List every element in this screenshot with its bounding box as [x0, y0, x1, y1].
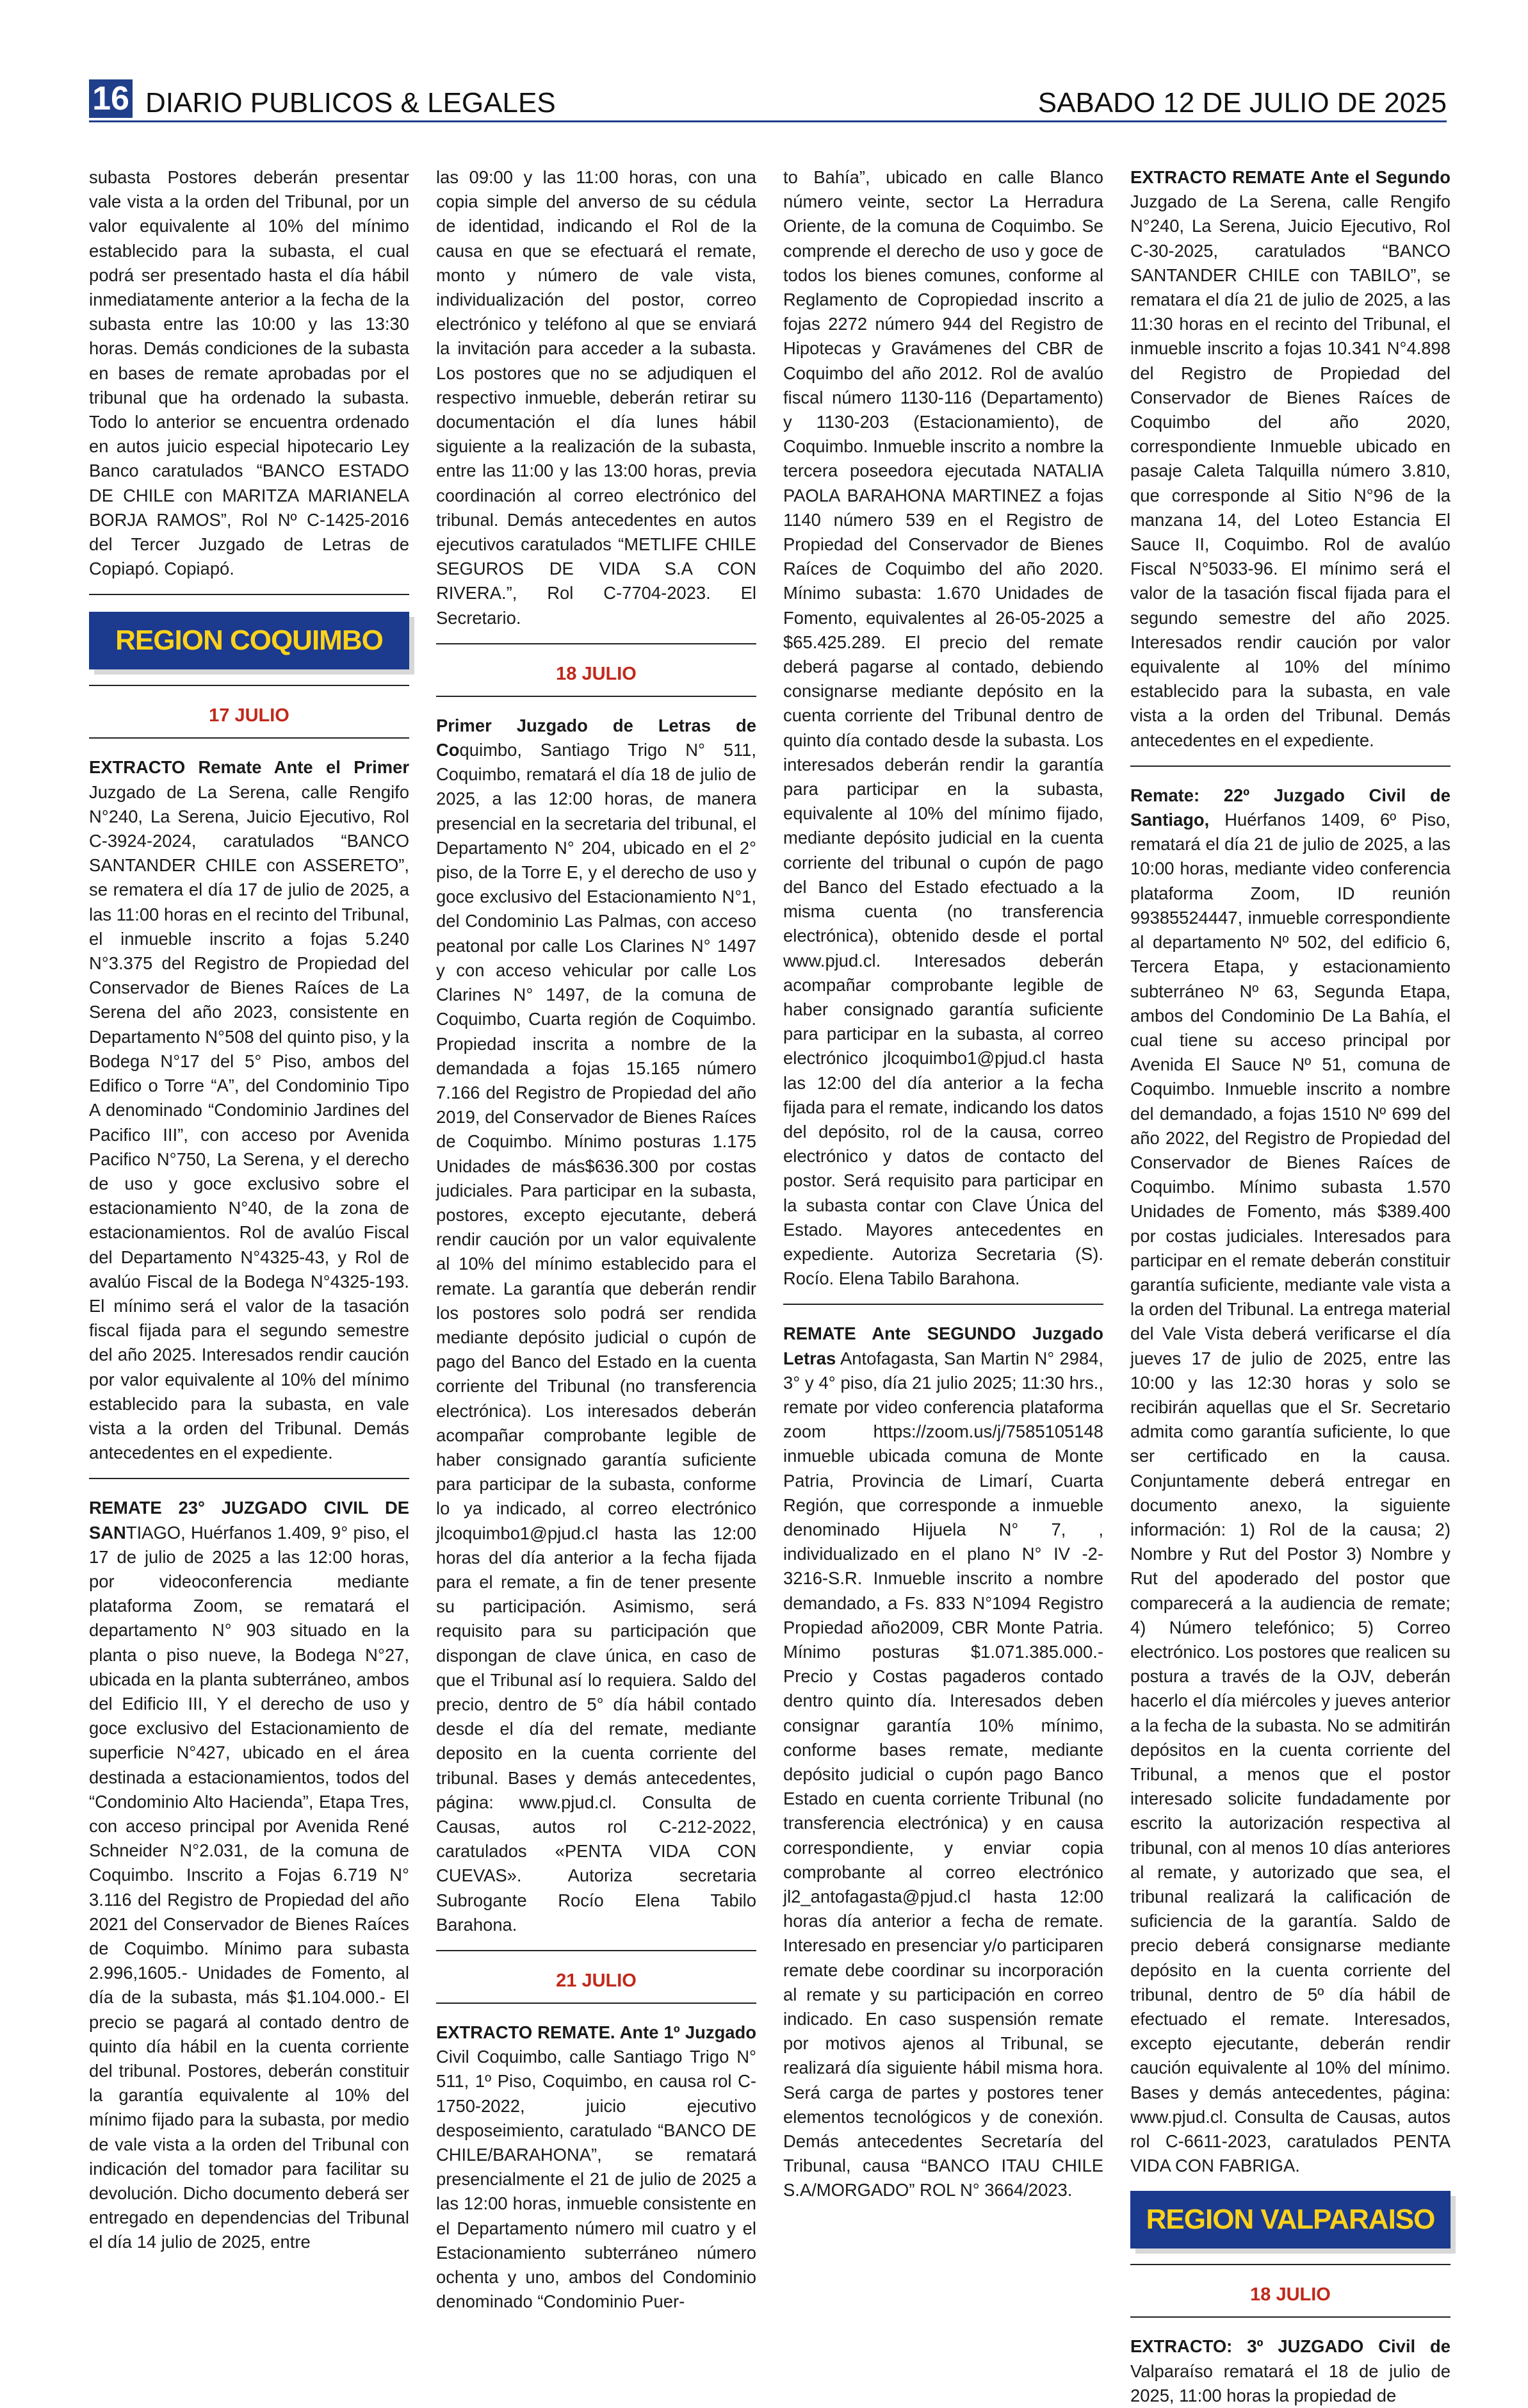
notice-body: Juzgado de La Serena, calle Rengifo N°240, La Serena, Juicio Ejecutivo, Rol C-3924-2024, caratulados “BANCO SANTANDER CHILE con ASSERETO”, se rematera el día 17 de julio de 2025, a las 11:00 horas en el recinto del Tribunal, el inmueble inscrito a fojas 5.240 N°3.375 del Registro de Propiedad del Conservador de Bienes Raíces de La Serena del año 2023, consistente en Departamento N°508 del quinto piso, y la Bodega N°17 del 5° Piso, ambos del Edifico o Torre “A”, del Condominio Tipo A denominado “Condominio Jardines del Pacifico III”, con acceso por Avenida Pacifico N°750, La Serena, y el derecho de uso y goce exclusivo sobre el estacionamiento N°40, de la zona de estacionamientos. Rol de avalúo Fiscal del Departamento N°4325-43, y Rol de avalúo Fiscal de la Bodega N°4325-193. El mínimo será el valor de la tasación fiscal fijada para el segundo semestre del año 2025. Interesados rendir caución por valor equivalente al 10% del mínimo establecido para la subasta, en vale vista a la orden del Tribunal. Demás antecedentes en el expediente.: [89, 782, 409, 1463]
notice: subasta Postores deberán presentar vale vista a la orden del Tribunal, por un valor equivalente al 10% del mínimo establecido para la subasta, el cual podrá ser presentado hasta el día hábil inmediatamente anterior a la fecha de la subasta entre las 10:00 y las 13:30 horas. Demás condiciones de la subasta en bases de remate aprobadas por el tribunal que ha ordenado la subasta. Todo lo anterior se encuentra ordenado en autos juicio especial hipotecario Ley Banco caratulados “BANCO ESTADO DE CHILE con MARITZA MARIANELA BORJA RAMOS”, Rol Nº C-1425-2016 del Tercer Juzgado de Letras de Copiapó. Copiapó.: [89, 167, 409, 579]
notice-lead: EXTRACTO REMATE Ante el Segundo: [1130, 167, 1451, 187]
divider: [436, 696, 756, 697]
notice-lead: Remate: 22º Juzgado Civil de Santiago,: [1130, 785, 1451, 830]
notice: [89, 1496, 409, 2254]
notice: las 09:00 y las 11:00 horas, con una copia simple del anverso de su cédula de identidad, indicando el Rol de la causa en que se efectuará el remate, monto y número de vale vista, individualización del postor, correo electrónico y teléfono al que se enviará la invitación para acceder a la subasta. Los postores que no se adjudiquen el respectivo inmueble, deberán retirar su documentación el día lunes hábil siguiente a la realización de la subasta, entre las 11:00 y las 13:00 horas, previa coordinación al correo electrónico del tribunal. Demás antecedentes en autos ejecutivos caratulados “METLIFE CHILE SEGUROS DE VIDA S.A CON RIVERA.”, Rol C-7704-2023. El Secretario.: [436, 167, 756, 628]
notice: [1130, 783, 1451, 2179]
date-heading: 18 JULIO: [1250, 2284, 1331, 2306]
notice: to Bahía”, ubicado en calle Blanco número veinte, sector La Herradura Oriente, de la comuna de Coquimbo. Se comprende el derecho de uso y goce de todos los bienes comunes, conforme al Reglamento de Copropiedad inscrito a fojas 2272 número 944 del Registro de Hipotecas y Gravámenes del CBR de Coquimbo del año 2012. Rol de avalúo fiscal número 1130-116 (Departamento) y 1130-203 (Estacionamiento), de Coquimbo. Inmueble inscrito a nombre la tercera poseedora ejecutada NATALIA PAOLA BARAHONA MARTINEZ a fojas 1140 número 539 en el Registro de Propiedad del Conservador de Bienes Raíces de Coquimbo del año 2020. Mínimo subasta: 1.670 Unidades de Fomento, equivalentes al 26-05-2025 a $65.425.289. El precio del remate deberá pagarse al contado, debiendo consignarse mediante depósito en la cuenta corriente del Tribunal dentro de quinto día contado desde la subasta. Los interesados deberán rendir la garantía para participar en la subasta, equivalente al 10% del mínimo fijado, mediante depósito judicial en la cuenta corriente del tribunal o cupón de pago del Banco del Estado efectuado a la misma cuenta (no transferencia electrónica), obtenido desde el portal www.pjud.cl. Interesados deberán acompañar comprobante legible de haber consignado garantía suficiente para participar en la subasta, al correo electrónico jlcoquimbo1@pjud.cl hasta las 12:00 del día anterior a la fecha fijada para el remate, indicando los datos del depósito, rol de la causa, correo electrónico y datos de contacto del postor. Será requisito para participar en la subasta contar con Clave Única del Estado. Mayores antecedentes en expediente. Autoriza Secretaria (S). Rocío. Elena Tabilo Barahona.: [783, 167, 1103, 1289]
notice-lead: Primer Juzgado de Letras de Co: [436, 715, 756, 760]
divider: [436, 643, 756, 644]
publication-name: DIARIO PUBLICOS & LEGALES: [145, 87, 556, 119]
publication-date: SABADO 12 DE JULIO DE 2025: [1037, 87, 1447, 119]
notice: [783, 1322, 1103, 2202]
region-banner-valparaiso: REGION VALPARAISO: [1130, 2191, 1451, 2248]
divider: [89, 594, 409, 595]
date-heading: 21 JULIO: [556, 1970, 637, 1992]
notice: [1130, 2334, 1451, 2408]
divider: [89, 685, 409, 686]
notice-body: TIAGO, Huérfanos 1.409, 9° piso, el 17 de julio de 2025 a las 12:00 horas, por videoconferencia mediante plataforma Zoom, se rematará el departamento N° 903 situado en la planta o piso nueve, la Bodega N°27, ubicada en la planta subterráneo, ambos del Edificio III, Y el derecho de uso y goce exclusivo del Estacionamiento de superficie N°427, ubicado en el área destinada a estacionamientos, todos del “Condominio Alto Hacienda”, Etapa Tres, con acceso principal por Avenida René Schneider N°2.031, de la comuna de Coquimbo. Inscrito a Fojas 6.719 N° 3.116 del Registro de Propiedad del año 2021 del Conservador de Bienes Raíces de Coquimbo. Mínimo para subasta 2.996,1605.- Unidades de Fomento, al día de la subasta, más $1.104.000.- El precio se pagará al contado dentro de quinto día hábil en la cuenta corriente del tribunal. Postores, deberán constituir la garantía equivalente al 10% del mínimo fijado para la subasta, por medio de vale vista a la orden del Tribunal con indicación del tomador para facilitar su devolución. Dicho documento deberá ser entregado en dependencias del Tribunal el día 14 julio de 2025, entre: [89, 1522, 409, 2252]
notice-lead: REMATE 23° JUZGADO CIVIL DE SAN: [89, 1498, 409, 1543]
notice-body: Huérfanos 1409, 6º Piso, rematará el día 21 de julio de 2025, a las 10:00 horas, mediante video conferencia plataforma Zoom, ID reunión 99385524447, inmueble correspondiente al departamento Nº 502, del edificio 6, Tercera Etapa, y estacionamiento subterráneo Nº 63, Segunda Etapa, ambos del Condominio De La Bahía, el cual tiene su acceso principal por Avenida El Sauce Nº 51, comuna de Coquimbo. Inmueble inscrito a nombre del demandado, a fojas 1510 Nº 699 del año 2022, del Registro de Propiedad del Conservador de Bienes Raíces de Coquimbo. Mínimo subasta 1.570 Unidades de Fomento, más $389.400 por costas judiciales. Interesados para participar en el remate deberán constituir garantía suficiente, mediante vale vista a la orden del Tribunal. La entrega material del Vale Vista deberá verificarse el día jueves 17 de julio de 2025, entre las 10:00 y las 12:30 horas y solo se recibirán aquellas que el Sr. Secretario admita como garantía suficiente, lo que ser certificado en la causa. Conjuntamente deberá entregar en documento anexo, la siguiente información: 1) Rol de la causa; 2) Nombre y Rut del Postor 3) Nombre y Rut del apoderado del postor que comparecerá a la audiencia de remate; 4) Número telefónico; 5) Correo electrónico. Los postores que realicen su postura a través de la OJV, deberán hacerlo el día miércoles y jueves anterior a la fecha de la subasta. No se admitirán depósitos en la cuenta corriente del Tribunal, a menos que el postor interesado solicite fundadamente por escrito la autorización respectiva al tribunal, con al menos 10 días anteriores al remate, y autorizado que sea, el tribunal realizará la calificación de suficiencia de la garantía. Saldo de precio deberá consignarse mediante depósito en la cuenta corriente del tribunal, dentro de 5º día hábil de efectuado el remate. Interesados, excepto ejecutante, deberán rendir caución equivalente al 10% del mínimo. Bases y demás antecedentes, página: www.pjud.cl. Consulta de Causas, autos rol C-6611-2023, caratulados PENTA VIDA CON FABRIGA.: [1130, 810, 1451, 2176]
notice-body: Antofagasta, San Martin N° 2984, 3° y 4° piso, día 21 julio 2025; 11:30 hrs., remate por video conferencia plataforma zoom https://zoom.us/j/7585105148 inmueble ubicada comuna de Monte Patria, Provincia de Limarí, Cuarta Región, que corresponde a inmueble denominado Hijuela N° 7, , individualizado en el plano N° IV -2-3216-S.R. Inmueble inscrito a nombre demandado, a Fs. 833 N°1094 Registro Propiedad año2009, CBR Monte Patria. Mínimo posturas $1.071.385.000.- Precio y Costas pagaderos contado dentro quinto día. Interesados deben consignar garantía 10% mínimo, conforme bases remate, mediante depósito judicial o cupón pago Banco Estado en cuenta corriente Tribunal (no transferencia electrónica) y en causa correspondiente, y enviar copia comprobante al correo electrónico jl2_antofagasta@pjud.cl hasta 12:00 horas día anterior a fecha de remate. Interesado en presenciar y/o participaren remate debe coordinar su incorporación al remate y su participación en correo indicado. En caso suspensión remate por motivos ajenos al Tribunal, se realizará día siguiente hábil misma hora. Será carga de partes y postores tener elementos tecnológicos y de conexión. Demás antecedentes Secretaría del Tribunal, causa “BANCO ITAU CHILE S.A/MORGADO” ROL N° 3664/2023.: [783, 1348, 1103, 2200]
page-header: [89, 80, 1447, 119]
notice: [89, 755, 409, 1465]
notice: [436, 2020, 756, 2314]
notice-body: Civil Coquimbo, calle Santiago Trigo N° 511, 1º Piso, Coquimbo, en causa rol C-1750-2022, juicio ejecutivo desposeimiento, caratulado “BANCO DE CHILE/BARAHONA”, se rematará presencialmente el 21 de julio de 2025 a las 12:00 horas, inmueble consistente en el Departamento número mil cuatro y el Estacionamiento subterráneo número ochenta y uno, ambos del Condominio denominado “Condominio Puer-: [436, 2047, 756, 2312]
divider: [1130, 2316, 1451, 2318]
region-banner-coquimbo: REGION COQUIMBO: [89, 612, 409, 669]
divider: [436, 1950, 756, 1951]
column-2: [436, 165, 756, 2312]
notice-lead: REMATE Ante SEGUNDO Juzgado Letras: [783, 1323, 1103, 1368]
notice-lead: EXTRACTO: 3º JUZGADO Civil de: [1130, 2336, 1451, 2357]
divider: [436, 2003, 756, 2004]
notice-body: Juzgado de La Serena, calle Rengifo N°240, La Serena, Juicio Ejecutivo, Rol C-30-2025, caratulados “BANCO SANTANDER CHILE con TABILO”, se rematara el día 21 de julio de 2025, a las 11:30 horas en el recinto del Tribunal, el inmueble inscrito a fojas 10.341 N°4.898 del Registro de Propiedad del Conservador de Bienes Raíces de Coquimbo del año 2020, correspondiente Inmueble ubicado en pasaje Caleta Talquilla número 3.810, que corresponde al Sitio N°96 de la manzana 14, del Loteo Estancia El Sauce II, Coquimbo. Rol de avalúo Fiscal N°5033-96. El mínimo será el valor de la tasación fiscal fijada para el segundo semestre del año 2025. Interesados rendir caución por valor equivalente al 10% del mínimo establecido para la subasta, en vale vista a la orden del Tribunal. Demás antecedentes en el expediente.: [1130, 192, 1451, 750]
notice: [436, 714, 756, 1937]
column-1: [89, 165, 409, 2252]
column-3: [783, 165, 1103, 2234]
divider: [89, 1478, 409, 1479]
date-heading: 18 JULIO: [556, 663, 637, 684]
divider: [89, 737, 409, 739]
notice: [1130, 165, 1451, 753]
notice-lead: EXTRACTO Remate Ante el Primer: [89, 757, 409, 778]
header-divider: [89, 120, 1447, 122]
notice-body: quimbo, Santiago Trigo N° 511, Coquimbo, rematará el día 18 de julio de 2025, a las 12:00 horas, de manera presencial en la secretaria del tribunal, el Departamento N° 204, ubicado en el 2° piso, de la Torre E, y el derecho de uso y goce exclusivo del Estacionamiento N°1, del Condominio Las Palmas, con acceso peatonal por calle Los Clarines N° 1497 y con acceso vehicular por calle Los Clarines N° 1497, de la comuna de Coquimbo, Cuarta región de Coquimbo. Propiedad inscrita a nombre de la demandada a fojas 15.165 número 7.166 del Registro de Propiedad del año 2019, del Conservador de Bienes Raíces de Coquimbo. Mínimo posturas 1.175 Unidades de más$636.300 por costas judiciales. Para participar en la subasta, postores, excepto ejecutante, deberá rendir caución por un valor equivalente al 10% del mínimo establecido para el remate. La garantía que deberán rendir los postores solo podrá ser rendida mediante depósito judicial o cupón de pago del Banco del Estado en la cuenta corriente del Tribunal (no transferencia electrónica). Los interesados deberán acompañar comprobante legible de haber consignado garantía suficiente para participar de la subasta, conforme lo ya indicado, al correo electrónico jlcoquimbo1@pjud.cl hasta las 12:00 horas del día anterior a la fecha fijada para el remate, a fin de tener presente su participación. Asimismo, será requisito para su participación que dispongan de clave única, en caso de que el Tribunal así lo requiera. Saldo del precio, dentro de 5° día hábil contado desde el día del remate, mediante deposito en la cuenta corriente del tribunal. Bases y demás antecedentes, página: www.pjud.cl. Consulta de Causas, autos rol C-212-2022, caratulados «PENTA VIDA CON CUEVAS». Autoriza secretaria Subrogante Rocío Elena Tabilo Barahona.: [436, 740, 756, 1935]
column-4: [1130, 165, 1451, 2405]
date-heading: 17 JULIO: [209, 705, 289, 726]
divider: [1130, 2264, 1451, 2265]
divider: [783, 1304, 1103, 1305]
divider: [1130, 766, 1451, 767]
page-number: 16: [89, 79, 133, 118]
notice-lead: EXTRACTO REMATE. Ante 1º Juzgado: [436, 2022, 756, 2043]
notice-body: Valparaíso rematará el 18 de julio de 2025, 11:00 horas la propiedad de: [1130, 2361, 1451, 2405]
